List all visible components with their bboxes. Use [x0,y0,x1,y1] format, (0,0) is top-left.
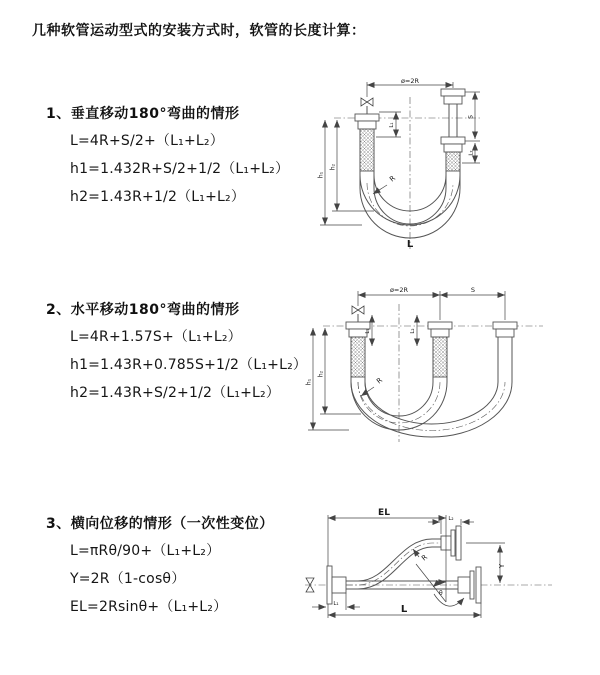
length-label: L [406,239,414,250]
formula-el: EL=2Rsinθ+（L₁+L₂） [70,599,228,615]
dim-label-s: S [467,115,475,119]
diagram-horizontal-180-bend [303,282,600,454]
formula-h2: h2=1.43R+S/2+1/2（L₁+L₂） [70,385,281,401]
dim-label-el: EL [378,508,390,518]
section-1-heading: 1、垂直移动180°弯曲的情形 [46,106,240,122]
formula-l: L=4R+1.57S+（L₁+L₂） [70,329,242,345]
dim-label-l2: L₂ [410,328,416,334]
section-2-heading: 2、水平移动180°弯曲的情形 [46,302,240,318]
dim-label-h1: h₁ [317,171,325,179]
section-horizontal-180 [46,299,307,403]
dim-label-l1: L₁ [365,328,371,334]
dim-label-l1: L₁ [389,122,395,128]
page-title: 几种软管运动型式的安装方式时，软管的长度计算： [32,23,366,39]
valve-icon [361,98,373,106]
diagram-lateral-displacement [300,498,600,648]
section-vertical-180 [46,103,289,207]
dim-label-h1: h₁ [305,378,313,386]
dim-label-l2: L₂ [448,516,454,522]
radius-label: R [388,174,398,184]
dim-label-h2: h₂ [329,163,337,171]
formula-y: Y=2R（1-cosθ） [70,571,186,587]
formula-h1: h1=1.432R+S/2+1/2（L₁+L₂） [70,161,290,177]
dim-label-l2: L₂ [468,150,475,156]
formula-l: L=4R+S/2+（L₁+L₂） [70,133,224,149]
dim-label-diameter: ø=2R [400,77,420,85]
formula-h1: h1=1.43R+0.785S+1/2（L₁+L₂） [70,357,308,373]
hose-drawing [346,306,517,437]
dim-label-l1: L₁ [333,601,339,607]
dim-label-y: Y [498,563,506,569]
dim-label-s: S [470,286,476,294]
dimensions [306,286,506,430]
hose-drawing [306,526,481,604]
valve-icon [352,306,364,314]
dim-label-diameter: ø=2R [389,286,409,294]
radius-label: R [375,376,385,386]
formula-l: L=πRθ/90+（L₁+L₂） [70,543,221,559]
formula-h2: h2=1.43R+1/2（L₁+L₂） [70,189,246,205]
dim-label-l: L [400,604,408,615]
diagram-vertical-180-bend [312,75,592,255]
section-lateral-displacement [46,513,274,617]
radius-label: R [420,553,430,563]
dim-label-h2: h₂ [317,370,325,378]
angle-label: θ [439,590,443,597]
section-3-heading: 3、横向位移的情形（一次性变位） [46,516,274,532]
